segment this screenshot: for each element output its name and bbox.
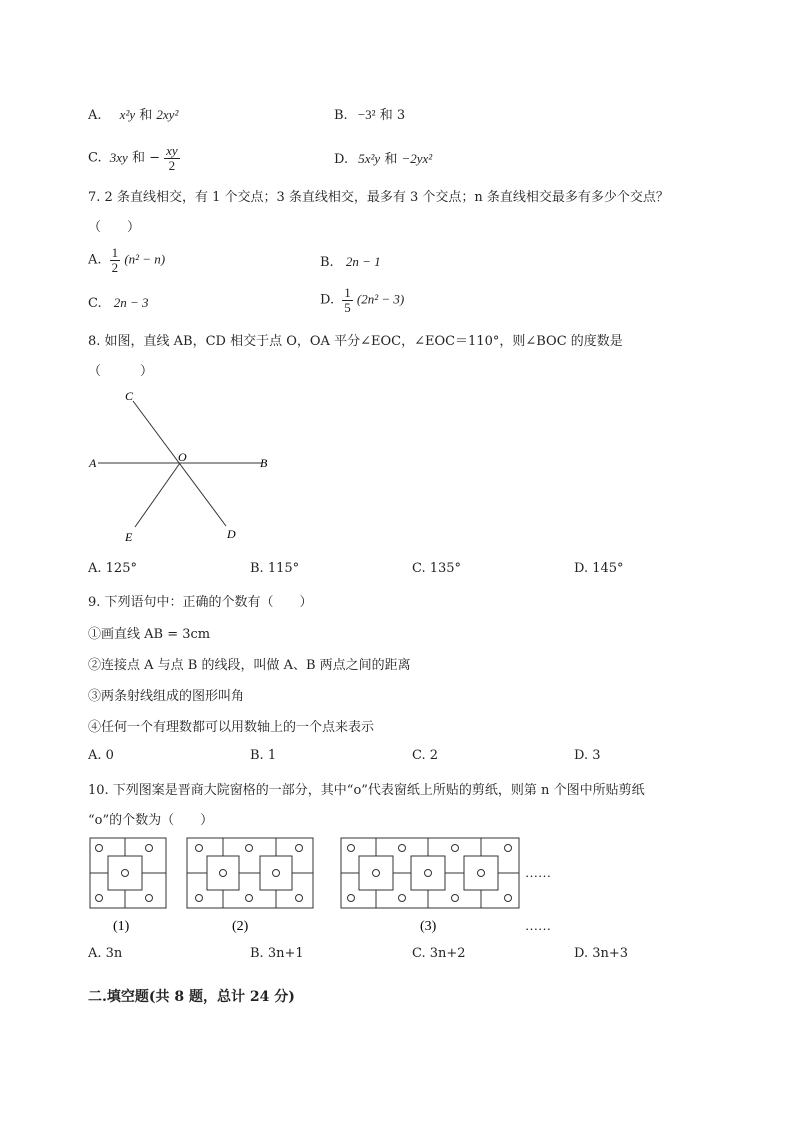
point-label-e: E	[125, 530, 133, 544]
fraction	[164, 144, 180, 172]
option-label: C.	[88, 296, 102, 311]
connector-text: 和	[131, 150, 145, 166]
minus-sign: −	[149, 150, 161, 166]
option-label: B.	[334, 108, 348, 123]
q10-option-a: A. 3n	[88, 946, 123, 961]
figure-label-1: (1)	[113, 919, 130, 934]
q10-stem-line2: “o”的个数为（ ）	[88, 813, 214, 828]
fraction-denominator: 2	[168, 157, 176, 173]
connector-text: 和	[384, 152, 398, 167]
q10-option-b: B. 3n+1	[250, 946, 304, 961]
fraction-numerator: 1	[344, 285, 351, 300]
fraction-denominator: 2	[111, 259, 119, 275]
point-label-d: D	[227, 527, 236, 541]
ray-oe	[135, 463, 180, 527]
q6-option-a	[88, 104, 178, 123]
math-expr: 3xy	[109, 149, 128, 165]
q9-option-a: A. 0	[88, 748, 114, 763]
q8-stem: 8. 如图，直线 AB，CD 相交于点 O，OA 平分∠EOC，∠EOC＝110°，则∠BOC 的度数是	[88, 334, 623, 349]
option-label: A.	[88, 252, 102, 268]
q8-answer-paren: （ ）	[88, 364, 154, 379]
q9-stem: 9. 下列语句中：正确的个数有（ ）	[88, 595, 313, 610]
q7-option-d	[320, 286, 404, 314]
q10-option-c: C. 3n+2	[412, 946, 466, 961]
point-label-c: C	[125, 389, 134, 403]
figure-label-3: (3)	[420, 919, 437, 934]
q10-window-pattern-figure	[85, 832, 565, 940]
option-label: A.	[88, 108, 102, 123]
math-expr: x²y	[119, 107, 136, 122]
point-label-a: A	[89, 456, 97, 470]
option-label: C.	[88, 150, 102, 166]
q9-option-c: C. 2	[412, 748, 439, 763]
figure-label-2: (2)	[232, 919, 249, 934]
q10-option-d: D. 3n+3	[574, 946, 629, 961]
math-expr: 2n − 3	[113, 295, 149, 310]
fraction	[342, 286, 353, 314]
math-expr: −2yx²	[401, 151, 433, 166]
math-expr: 2xy²	[156, 107, 179, 122]
point-label-o: O	[178, 450, 187, 464]
q7-option-a	[88, 246, 165, 274]
math-expr: (2n² − 3)	[356, 291, 405, 307]
q9-statement-2: ②连接点 A 与点 B 的线段，叫做 A、B 两点之间的距离	[88, 658, 411, 673]
q7-stem: 7. 2 条直线相交，有 1 个交点；3 条直线相交，最多有 3 个交点；n 条直线相交最多有多少个交点？	[88, 190, 669, 205]
q9-statement-4: ④任何一个有理数都可以用数轴上的一个点来表示	[88, 720, 375, 735]
math-expr: −3²	[357, 107, 376, 122]
option-label: B.	[320, 255, 334, 270]
q9-statement-3: ③两条射线组成的图形叫角	[88, 689, 245, 704]
q6-option-c	[88, 144, 180, 172]
fraction	[110, 246, 121, 274]
math-expr: 3	[396, 108, 406, 123]
option-label: D.	[320, 292, 335, 308]
fraction-numerator: xy	[166, 143, 178, 158]
q9-option-b: B. 1	[250, 748, 277, 763]
q8-option-c: C. 135°	[412, 561, 462, 576]
q9-option-d: D. 3	[574, 748, 601, 763]
option-label: D.	[334, 152, 349, 167]
math-expr: (n² − n)	[124, 251, 166, 267]
pattern-2	[187, 838, 313, 908]
q8-option-b: B. 115°	[250, 561, 300, 576]
fraction-numerator: 1	[111, 245, 119, 260]
q7-option-b	[320, 254, 381, 270]
pattern-3	[341, 838, 519, 908]
fraction-denominator: 5	[344, 299, 351, 315]
ellipsis-top: ……	[525, 865, 551, 880]
q9-statement-1: ①画直线 AB = 3cm	[88, 627, 211, 642]
q7-answer-paren: （ ）	[88, 220, 141, 235]
connector-text: 和	[379, 108, 393, 123]
q10-stem-line1: 10. 下列图案是晋商大院窗格的一部分，其中“o”代表窗纸上所贴的剪纸，则第 n 个图中所贴剪纸	[88, 783, 645, 798]
q6-option-d	[334, 148, 432, 167]
pattern-1	[90, 838, 166, 908]
math-expr: 5x²y	[358, 151, 381, 166]
connector-text: 和	[139, 108, 153, 123]
q8-angle-figure	[80, 385, 290, 545]
section-heading-fill-in: 二.填空题(共 8 题，总计 24 分)	[88, 989, 295, 1005]
q8-option-a: A. 125°	[88, 561, 137, 576]
ellipsis-bottom: ……	[525, 918, 551, 933]
math-expr: 2n − 1	[345, 254, 381, 269]
q8-option-d: D. 145°	[574, 561, 624, 576]
q7-option-c	[88, 295, 149, 311]
point-label-b: B	[260, 456, 268, 470]
q6-option-b	[334, 104, 405, 123]
